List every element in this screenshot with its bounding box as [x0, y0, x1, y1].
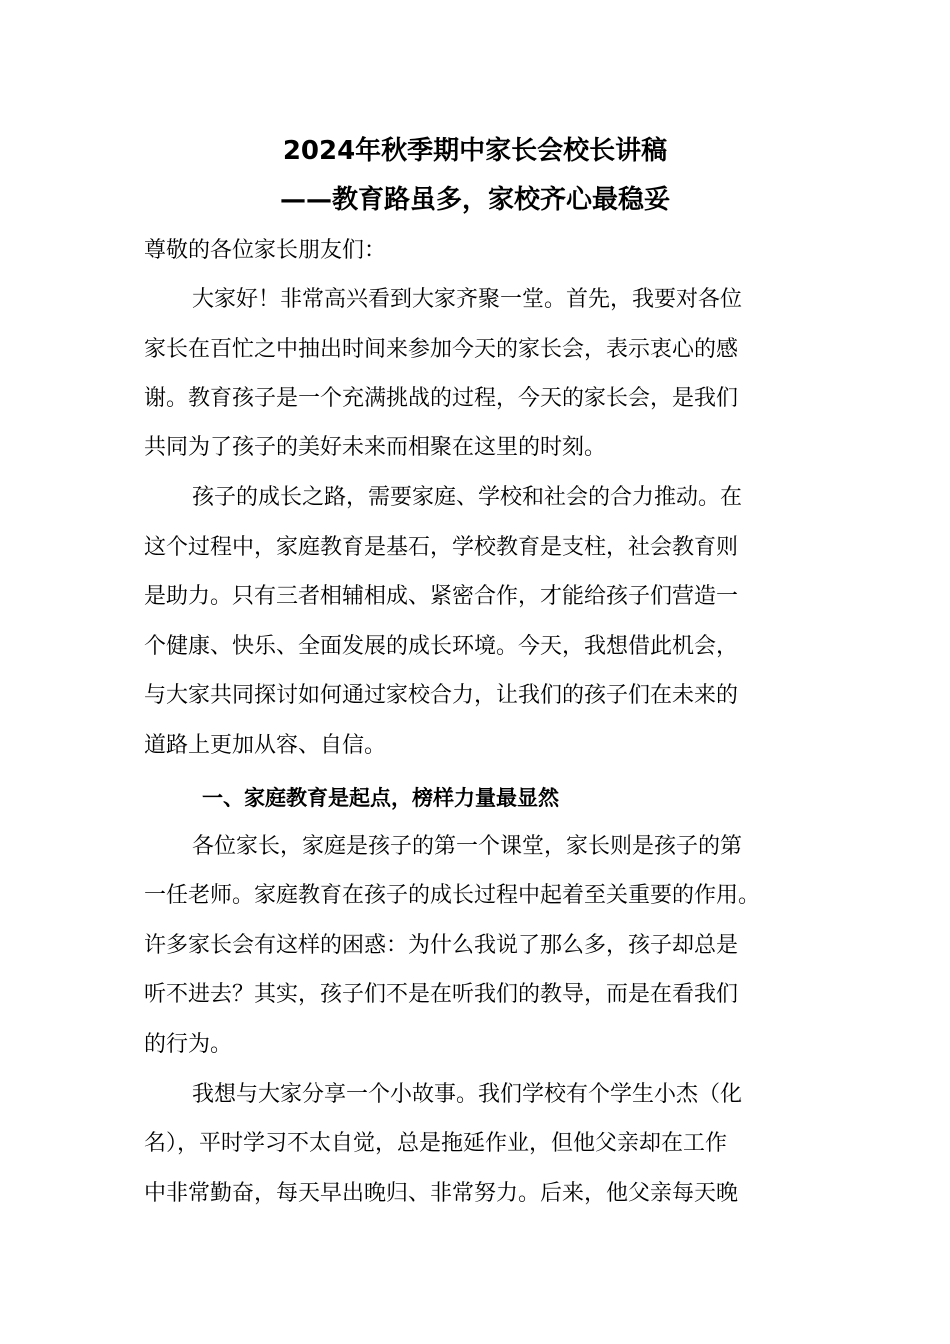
paragraph-line: 个健康、快乐、全面发展的成长环境。今天，我想借此机会， [144, 634, 739, 659]
paragraph-line: 家长在百忙之中抽出时间来参加今天的家长会，表示衷心的感 [144, 337, 739, 362]
paragraph-line: 的行为。 [144, 1032, 233, 1057]
paragraph-line: 道路上更加从容、自信。 [144, 733, 387, 758]
paragraph-line: 共同为了孩子的美好未来而相聚在这里的时刻。 [144, 435, 607, 460]
paragraph-line: 谢。教育孩子是一个充满挑战的过程，今天的家长会，是我们 [144, 386, 739, 411]
paragraph-line: 名），平时学习不太自觉，总是拖延作业，但他父亲却在工作 [144, 1131, 728, 1156]
paragraph-line: 听不进去？其实，孩子们不是在听我们的教导，而是在看我们 [144, 982, 739, 1007]
paragraph-line: 是助力。只有三者相辅相成、紧密合作，才能给孩子们营造一 [144, 584, 739, 609]
paragraph-line: 这个过程中，家庭教育是基石，学校教育是支柱，社会教育则 [144, 535, 739, 560]
paragraph-line: 孩子的成长之路，需要家庭、学校和社会的合力推动。在 [192, 485, 743, 510]
section-heading: 一、家庭教育是起点，榜样力量最显然 [202, 786, 559, 810]
paragraph-line: 各位家长，家庭是孩子的第一个课堂，家长则是孩子的第 [192, 834, 743, 859]
document-subtitle: ——教育路虽多，家校齐心最稳妥 [279, 185, 670, 215]
paragraph-line: 大家好！非常高兴看到大家齐聚一堂。首先，我要对各位 [192, 287, 743, 312]
greeting-line: 尊敬的各位家长朋友们： [144, 238, 387, 263]
paragraph-line: 与大家共同探讨如何通过家校合力，让我们的孩子们在未来的 [144, 683, 739, 708]
paragraph-line: 中非常勤奋，每天早出晚归、非常努力。后来，他父亲每天晚 [144, 1181, 739, 1206]
document-title: 2024年秋季期中家长会校长讲稿 [282, 136, 668, 166]
paragraph-line: 一任老师。家庭教育在孩子的成长过程中起着至关重要的作用。 [144, 883, 761, 908]
paragraph-line: 许多家长会有这样的困惑：为什么我说了那么多，孩子却总是 [144, 933, 739, 958]
paragraph-line: 我想与大家分享一个小故事。我们学校有个学生小杰（化 [192, 1082, 743, 1107]
